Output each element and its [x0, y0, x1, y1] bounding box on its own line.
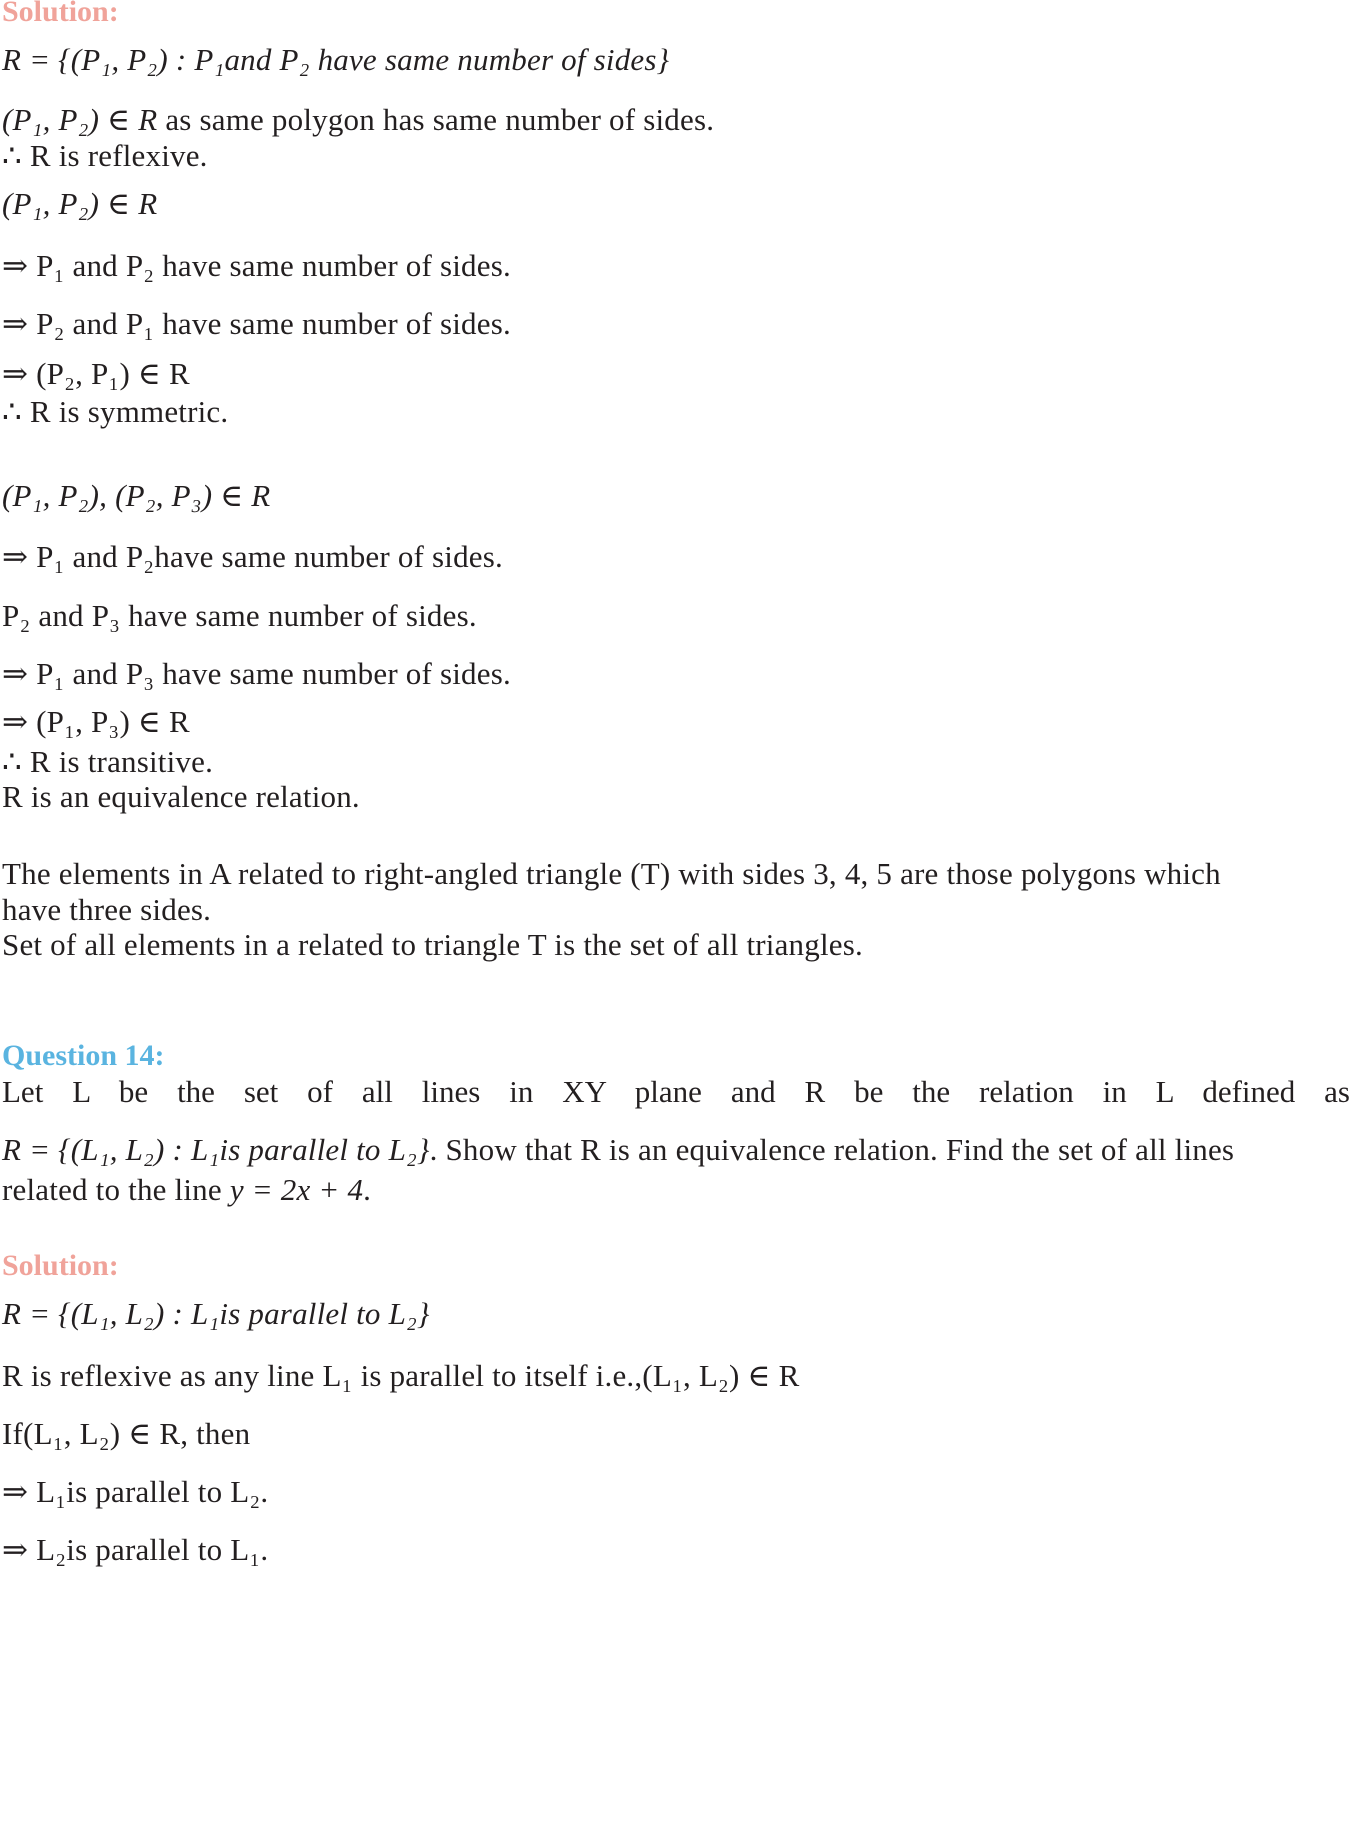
- elements-line-2: have three sides.: [2, 892, 212, 927]
- symmetric-step-1: (P₁, P₂) ∈ R: [2, 186, 158, 221]
- question-line-1: Let L be the set of all lines in XY plane and R be the relation in L defined as: [2, 1074, 1350, 1109]
- symmetric-step-4: ⇒ (P₂, P₁) ∈ R: [2, 356, 190, 391]
- symmetric-step-3: ⇒ P₂ and P₁ have same number of sides.: [2, 306, 511, 341]
- relation-definition-text: R = {(P₁, P₂) : P₁and P₂ have same number of sides}: [2, 42, 670, 77]
- transitive-step-4: ⇒ P₁ and P₃ have same number of sides.: [2, 656, 511, 691]
- solution-heading: Solution:: [2, 0, 119, 28]
- equivalence-conclusion: R is an equivalence relation.: [2, 779, 360, 814]
- reflexive-conclusion: ∴ R is reflexive.: [2, 138, 208, 173]
- transitive-step-2: ⇒ P₁ and P₂have same number of sides.: [2, 539, 503, 574]
- implication-1: ⇒ L₁is parallel to L₂.: [2, 1474, 269, 1509]
- symmetric-conclusion: ∴ R is symmetric.: [2, 394, 229, 429]
- relation-definition: [2, 40, 669, 80]
- line-equation: y = 2x + 4: [229, 1172, 364, 1207]
- transitive-conclusion: ∴ R is transitive.: [2, 744, 214, 779]
- relation-definition-2: R = {(L₁, L₂) : L₁is parallel to L₂}: [2, 1296, 430, 1331]
- symmetric-step-2: ⇒ P₁ and P₂ have same number of sides.: [2, 248, 511, 283]
- question-line-2: [2, 1130, 1234, 1170]
- reflexive-line-2: R is reflexive as any line L₁ is parallel to itself i.e.,(L₁, L₂) ∈ R: [2, 1358, 800, 1393]
- transitive-step-1: (P₁, P₂), (P₂, P₃) ∈ R: [2, 478, 271, 513]
- question-heading: Question 14:: [2, 1039, 165, 1072]
- question-line-2-text: . Show that R is an equivalence relation. Find the set of all lines: [429, 1132, 1235, 1167]
- question-line-3-end: .: [363, 1172, 372, 1207]
- elements-line-1: The elements in A related to right-angled triangle (T) with sides 3, 4, 5 are those polygons which: [2, 856, 1221, 891]
- transitive-step-3: P₂ and P₃ have same number of sides.: [2, 598, 477, 633]
- if-line: If(L₁, L₂) ∈ R, then: [2, 1416, 251, 1451]
- question-line-3: [2, 1170, 371, 1210]
- question-line-3-text: related to the line: [2, 1172, 222, 1207]
- solution-heading-2: Solution:: [2, 1249, 119, 1282]
- elements-line-3: Set of all elements in a related to triangle T is the set of all triangles.: [2, 927, 863, 962]
- reflexive-math: (P₁, P₂) ∈ R: [2, 102, 158, 137]
- reflexive-text: as same polygon has same number of sides.: [165, 102, 715, 137]
- implication-2: ⇒ L₂is parallel to L₁.: [2, 1532, 269, 1567]
- question-relation-math: R = {(L₁, L₂) : L₁is parallel to L₂}: [2, 1132, 430, 1167]
- transitive-step-5: ⇒ (P₁, P₃) ∈ R: [2, 704, 190, 739]
- reflexive-line: [2, 100, 714, 140]
